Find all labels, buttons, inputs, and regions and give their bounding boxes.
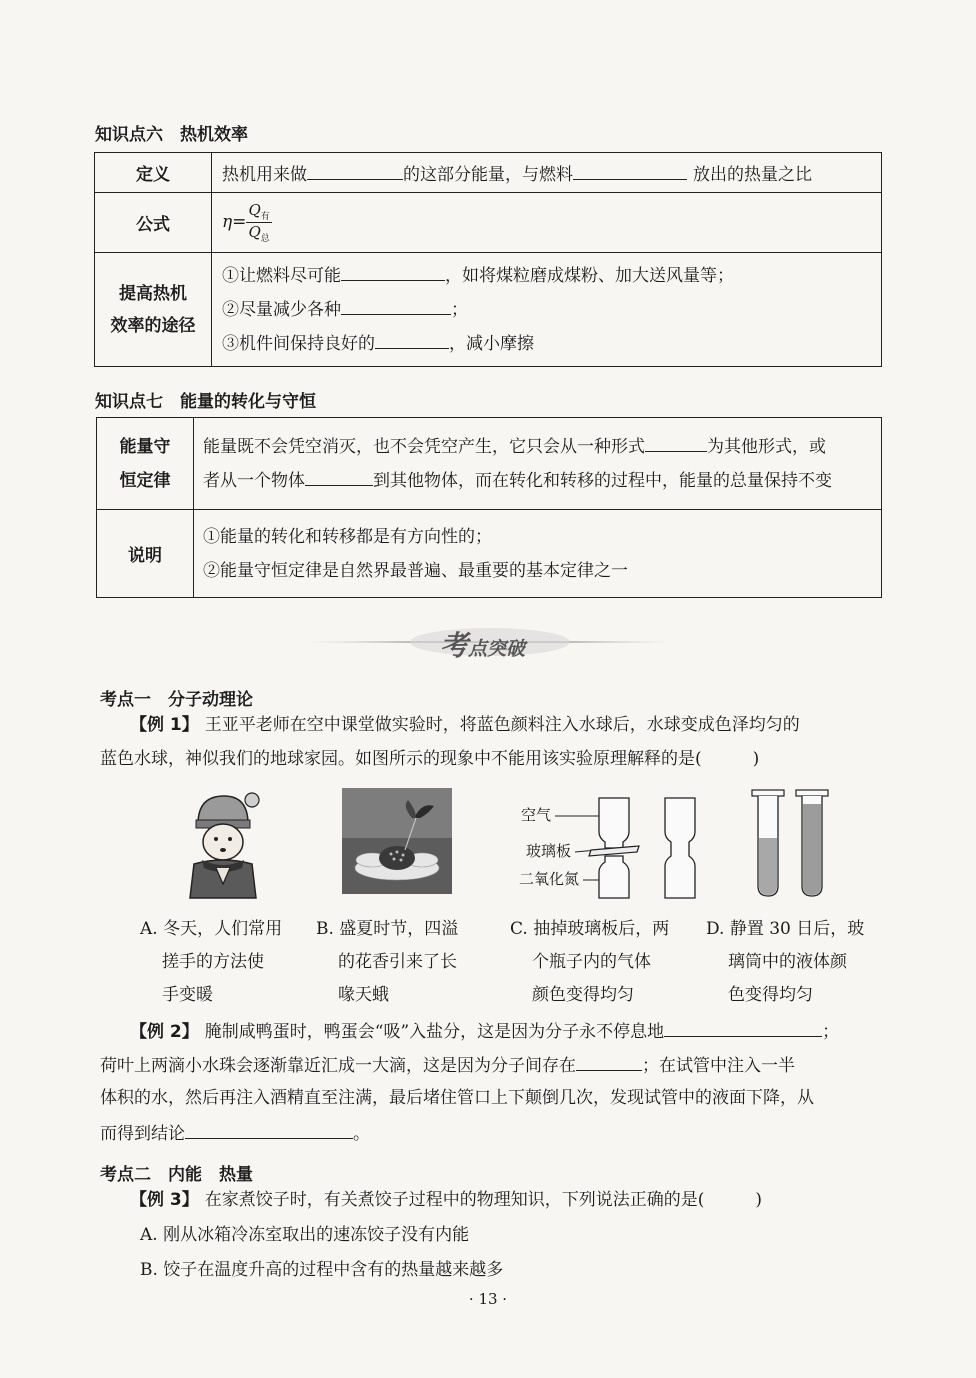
- banner-big: 考: [440, 629, 469, 662]
- note-cell: [194, 510, 882, 598]
- kp6-table: [94, 152, 882, 367]
- improve-blank-2[interactable]: [341, 300, 451, 315]
- note-label: 说明: [97, 510, 194, 598]
- formula-num: Q: [248, 201, 261, 219]
- label-glass-plate: 玻璃板: [525, 842, 571, 860]
- ex2-text-1b: ；: [822, 1022, 840, 1042]
- formula-cell: [212, 193, 882, 253]
- improve-2a: ②尽量减少各种: [222, 299, 341, 320]
- option-c[interactable]: [510, 913, 669, 1012]
- improve-label-2: 效率的途径: [110, 315, 196, 336]
- def-text-1: 热机用来做: [222, 165, 307, 185]
- note-2: ②能量守恒定律是自然界最普遍、最重要的基本定律之一: [203, 560, 628, 581]
- option-d[interactable]: [706, 913, 864, 1012]
- note-1: ①能量的转化和转移都是有方向性的；: [203, 526, 492, 547]
- ex2-blank-1[interactable]: [664, 1022, 822, 1037]
- ex2-text-2a: 荷叶上两滴小水珠会逐渐靠近汇成一大滴，这是因为分子间存在: [100, 1056, 576, 1076]
- option-a-line2: 搓手的方法使: [162, 952, 264, 972]
- def-text-2: 的这部分能量，与燃料: [403, 165, 573, 185]
- figure-a-child-rubbing-hands: [176, 786, 266, 901]
- formula-den: Q: [248, 223, 261, 241]
- figure-b-flower-and-hawkmoth: [342, 788, 452, 894]
- figure-c-gas-bottles: [505, 790, 705, 900]
- kp7-table: [96, 417, 882, 598]
- improve-3b: ，减小摩擦: [449, 333, 534, 354]
- ex2-blank-2[interactable]: [576, 1056, 642, 1071]
- formula-fraction: [246, 201, 271, 244]
- law-1a: 能量既不会凭空消灭，也不会凭空产生，它只会从一种形式: [203, 436, 645, 457]
- ex1-line1: [130, 717, 800, 734]
- def-cell: [212, 153, 882, 193]
- banner-rest: 点突破: [468, 638, 526, 660]
- law-1b: 为其他形式，或: [707, 436, 826, 457]
- ex2-text-4a: 而得到结论: [100, 1124, 185, 1144]
- option-b-line1: B. 盛夏时节，四溢: [316, 919, 459, 939]
- label-no2: 二氧化氮: [518, 870, 579, 888]
- def-blank-1[interactable]: [307, 165, 403, 180]
- ex2-line4: [100, 1124, 370, 1143]
- formula-lhs: η=: [222, 212, 247, 232]
- ex2-text-1a: 腌制咸鸭蛋时，鸭蛋会“吸”入盐分，这是因为分子永不停息地: [204, 1022, 665, 1042]
- kd2-heading: 考点二 内能 热量: [100, 1165, 253, 1185]
- option-d-line2: 璃筒中的液体颜: [728, 952, 847, 972]
- def-text-3: 放出的热量之比: [693, 165, 812, 185]
- law-cell: [194, 418, 882, 510]
- ex2-tag: 【例 2】: [130, 1022, 199, 1042]
- option-c-line3: 颜色变得均匀: [532, 985, 634, 1005]
- ex3-option-a[interactable]: A. 刚从冰箱冷冻室取出的速冻饺子没有内能: [140, 1225, 470, 1245]
- law-label: [97, 418, 194, 510]
- ex2-line1: [130, 1022, 839, 1041]
- law-label-1: 能量守: [119, 436, 171, 457]
- banner-text: [440, 624, 525, 664]
- option-a[interactable]: [140, 913, 282, 1012]
- ex1-tag: 【例 1】: [130, 715, 199, 735]
- improve-1b: ，如将煤粒磨成煤粉、加大送风量等；: [445, 265, 734, 286]
- option-b-line2: 的花香引来了长: [338, 952, 457, 972]
- law-2b: 到其他物体，而在转化和转移的过程中，能量的总量保持不变: [373, 470, 832, 491]
- formula-num-sub: 有: [260, 212, 270, 222]
- option-d-line3: 色变得均匀: [728, 985, 813, 1005]
- option-c-line2: 个瓶子内的气体: [532, 952, 651, 972]
- ex2-text-4b: 。: [353, 1124, 370, 1144]
- ex1-text-1: 王亚平老师在空中课堂做实验时，将蓝色颜料注入水球后，水球变成色泽均匀的: [204, 715, 800, 735]
- option-b[interactable]: [316, 913, 458, 1012]
- label-air: 空气: [520, 806, 551, 824]
- improve-3a: ③机件间保持良好的: [222, 333, 375, 354]
- improve-label: [95, 253, 212, 367]
- option-a-line1: A. 冬天，人们常用: [140, 919, 283, 939]
- improve-label-1: 提高热机: [119, 283, 187, 304]
- option-d-line1: D. 静置 30 日后，玻: [706, 919, 865, 939]
- option-c-line1: C. 抽掉玻璃板后，两: [510, 919, 670, 939]
- law-blank-1[interactable]: [645, 437, 707, 452]
- ex2-line2: [100, 1056, 795, 1075]
- law-2a: 者从一个物体: [203, 470, 305, 491]
- improve-blank-1[interactable]: [341, 266, 445, 281]
- ex1-line2: 蓝色水球，神似我们的地球家园。如图所示的现象中不能用该实验原理解释的是( ): [100, 749, 760, 769]
- law-label-2: 恒定律: [119, 470, 171, 491]
- figure-d-test-tubes: [748, 788, 838, 900]
- law-blank-2[interactable]: [305, 471, 373, 486]
- formula-label: 公式: [95, 193, 212, 253]
- ex3-line: [130, 1192, 762, 1209]
- ex3-tag: 【例 3】: [130, 1190, 199, 1210]
- improve-2b: ；: [451, 299, 468, 320]
- ex3-option-b[interactable]: B. 饺子在温度升高的过程中含有的热量越来越多: [140, 1260, 504, 1280]
- kp6-heading: 知识点六 热机效率: [95, 125, 248, 145]
- ex2-line3: 体积的水，然后再注入酒精直至注满，最后堵住管口上下颠倒几次，发现试管中的液面下降，从: [100, 1088, 814, 1108]
- page-number: · 13 ·: [468, 1290, 508, 1308]
- ex2-text-2b: ；在试管中注入一半: [642, 1056, 795, 1076]
- kp7-heading: 知识点七 能量的转化与守恒: [95, 392, 316, 412]
- ex2-blank-3[interactable]: [185, 1124, 353, 1139]
- ex3-text: 在家煮饺子时，有关煮饺子过程中的物理知识，下列说法正确的是( ): [204, 1190, 763, 1210]
- formula-den-sub: 总: [260, 234, 270, 244]
- def-blank-2[interactable]: [573, 165, 687, 180]
- def-label: 定义: [95, 153, 212, 193]
- improve-1a: ①让燃料尽可能: [222, 265, 341, 286]
- option-b-line3: 喙天蛾: [338, 985, 389, 1005]
- improve-cell: [212, 253, 882, 367]
- option-a-line3: 手变暖: [162, 985, 213, 1005]
- kd1-heading: 考点一 分子动理论: [100, 690, 253, 710]
- improve-blank-3[interactable]: [375, 334, 449, 349]
- section-banner: [310, 622, 670, 662]
